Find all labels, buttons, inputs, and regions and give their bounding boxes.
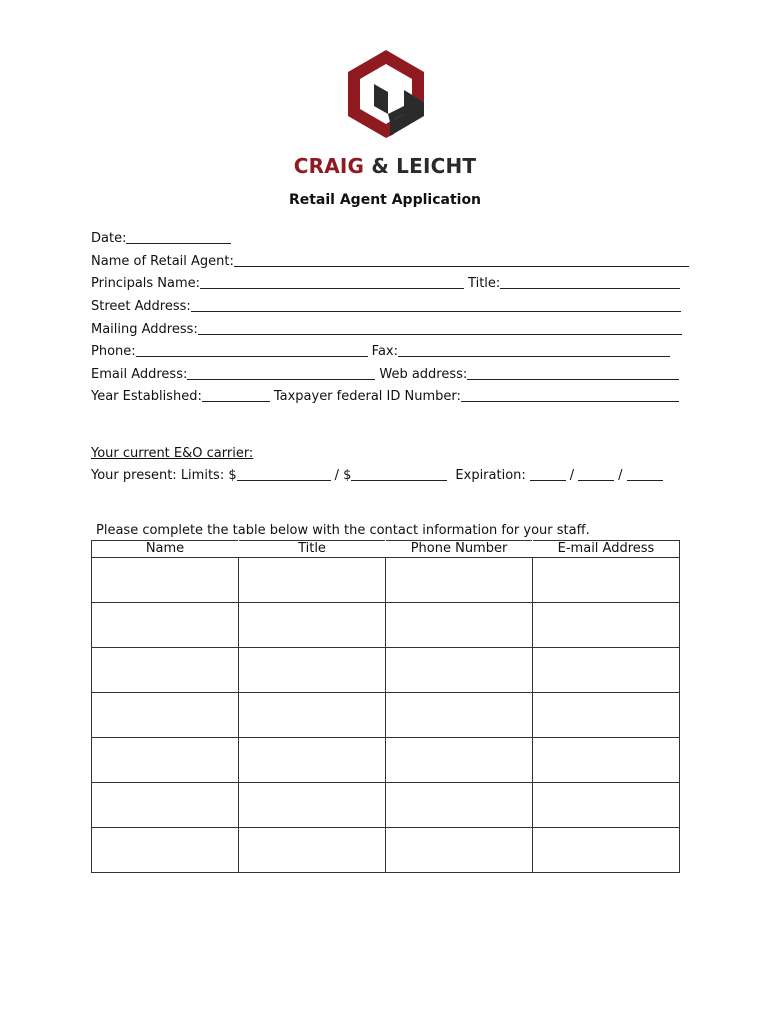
cell-title[interactable] [239,558,386,603]
email-input[interactable] [187,366,375,380]
expiration-slash-2: / [618,468,623,483]
fax-label: Fax: [371,344,398,359]
cell-email[interactable] [533,738,680,783]
web-input[interactable] [467,366,679,380]
expiration-month-input[interactable] [530,467,566,481]
craig-leicht-logo-icon [344,46,428,142]
email-label: Email Address: [91,367,188,382]
date-row [91,228,231,246]
table-row [92,603,680,648]
brand-name [0,154,770,178]
cell-email[interactable] [533,603,680,648]
table-row [92,648,680,693]
table-row [92,558,680,603]
cell-title[interactable] [239,828,386,873]
fax-input[interactable] [398,343,670,357]
cell-email[interactable] [533,828,680,873]
column-header-email: E-mail Address [533,541,680,558]
principals-label: Principals Name: [91,276,201,291]
cell-title[interactable] [239,738,386,783]
phone-input[interactable] [136,343,368,357]
cell-title[interactable] [239,693,386,738]
title-input[interactable] [500,275,680,289]
brand-part-1: CRAIG [293,154,365,178]
eo-heading: Your current E&O carrier: [91,446,254,461]
cell-phone[interactable] [386,693,533,738]
cell-title[interactable] [239,648,386,693]
expiration-year-input[interactable] [627,467,663,481]
cell-phone[interactable] [386,648,533,693]
taxpayer-label: Taxpayer federal ID Number: [273,389,461,404]
email-row [91,364,679,382]
form-title: Retail Agent Application [288,192,482,208]
date-input[interactable] [126,230,231,244]
cell-email[interactable] [533,648,680,693]
staff-intro: Please complete the table below with the contact information for your staff. [96,523,590,538]
mailing-input[interactable] [198,321,682,335]
cell-name[interactable] [92,558,239,603]
agent-name-input[interactable] [234,253,689,267]
mailing-row [91,319,682,337]
column-header-title: Title [239,541,386,558]
principals-row [91,273,680,291]
principals-input[interactable] [200,275,464,289]
cell-name[interactable] [92,738,239,783]
column-header-phone: Phone Number [386,541,533,558]
year-row [91,386,679,404]
limit-2-input[interactable] [351,467,447,481]
street-label: Street Address: [91,299,191,314]
street-input[interactable] [191,298,681,312]
mailing-label: Mailing Address: [91,322,198,337]
cell-email[interactable] [533,783,680,828]
cell-phone[interactable] [386,828,533,873]
date-label: Date: [91,231,127,246]
cell-name[interactable] [92,603,239,648]
table-row [92,783,680,828]
expiration-label: Expiration: [455,468,526,483]
phone-label: Phone: [91,344,136,359]
cell-email[interactable] [533,693,680,738]
cell-email[interactable] [533,558,680,603]
table-row [92,828,680,873]
cell-phone[interactable] [386,558,533,603]
year-label: Year Established: [91,389,202,404]
cell-name[interactable] [92,648,239,693]
cell-phone[interactable] [386,603,533,648]
cell-title[interactable] [239,783,386,828]
brand-part-2: & LEICHT [371,154,477,178]
year-input[interactable] [202,388,270,402]
cell-name[interactable] [92,693,239,738]
cell-phone[interactable] [386,738,533,783]
column-header-name: Name [92,541,239,558]
expiration-day-input[interactable] [578,467,614,481]
limits-label: Your present: Limits: $ [91,468,237,483]
limits-separator: / $ [334,468,352,483]
table-row [92,693,680,738]
street-row [91,296,681,314]
agent-name-row [91,251,689,269]
cell-title[interactable] [239,603,386,648]
cell-name[interactable] [92,828,239,873]
cell-phone[interactable] [386,783,533,828]
title-label: Title: [468,276,501,291]
limits-row [91,465,663,483]
staff-table [91,540,680,873]
cell-name[interactable] [92,783,239,828]
phone-row [91,341,670,359]
table-row [92,738,680,783]
web-label: Web address: [379,367,468,382]
agent-name-label: Name of Retail Agent: [91,254,234,269]
taxpayer-input[interactable] [461,388,679,402]
expiration-slash-1: / [569,468,575,483]
staff-table-header [92,541,680,558]
limit-1-input[interactable] [237,467,331,481]
eo-heading-row [91,443,253,461]
